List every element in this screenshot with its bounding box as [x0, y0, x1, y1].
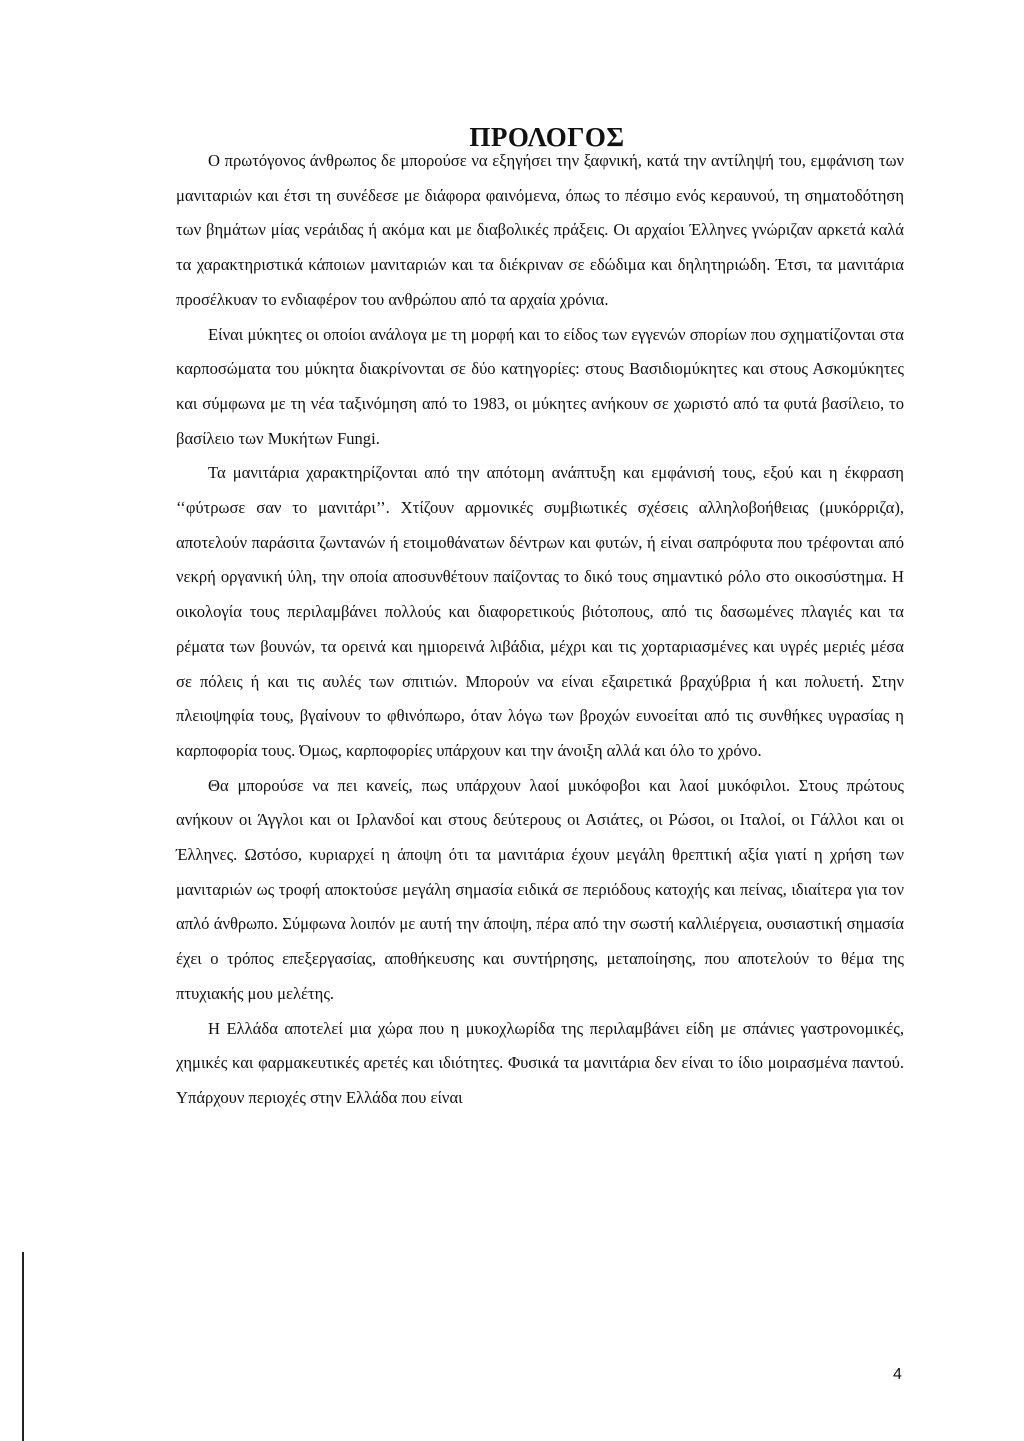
paragraph-4: Θα μπορούσε να πει κανείς, πως υπάρχουν λαοί μυκόφοβοι και λαοί μυκόφιλοι. Στους πρώτους ανήκουν οι Άγγλοι και οι Ιρλανδοί και στους δεύτερους οι Ασιάτες, οι Ρώσοι, οι Ιταλοί, οι Γάλλοι και οι Έλληνες. Ωστόσο, κυριαρχεί η άποψη ότι τα μανιτάρια έχουν μεγάλη θρεπτική αξία γιατί η χρήση των μανιταριών ως τροφή αποκτούσε μεγάλη σημασία ειδικά σε περιόδους κατοχής και πείνας, ιδιαίτερα για τον απλό άνθρωπο. Σύμφωνα λοιπόν με αυτή την άποψη, πέρα από την σωστή καλλιέργεια, ουσιαστική σημασία έχει ο τρόπος επεξεργασίας, αποθήκευσης και συντήρησης, μεταποίησης, που αποτελούν το θέμα της πτυχιακής μου μελέτης. [176, 775, 904, 1003]
page-number: 4 [893, 1366, 902, 1383]
margin-rule [22, 1252, 24, 1441]
paragraph-2: Είναι μύκητες οι οποίοι ανάλογα με τη μορφή και το είδος των εγγενών σπορίων που σχηματίζονται στα καρποσώματα του μύκητα διακρίνονται σε δύο κατηγορίες: στους Βασιδιομύκητες και στους Ασκομύκητες και σύμφωνα με τη νέα ταξινόμηση από το 1983, οι μύκητες ανήκουν σε χωριστό από τα φυτά βασίλειο, το βασίλειο των Μυκήτων Fungi. [176, 324, 904, 448]
body-text [176, 144, 904, 1116]
paragraph-5: Η Ελλάδα αποτελεί μια χώρα που η μυκοχλωρίδα της περιλαμβάνει είδη με σπάνιες γαστρονομικές, χημικές και φαρμακευτικές αρετές και ιδιότητες. Φυσικά τα μανιτάρια δεν είναι το ίδιο μοιρασμένα παντού. Υπάρχουν περιοχές στην Ελλάδα που είναι [176, 1018, 904, 1107]
paragraph-3: Τα μανιτάρια χαρακτηρίζονται από την απότομη ανάπτυξη και εμφάνισή τους, εξού και η έκφραση ‘‘φύτρωσε σαν το μανιτάρι’’. Χτίζουν αρμονικές συμβιωτικές σχέσεις αλληλοβοήθειας (μυκόρριζα), αποτελούν παράσιτα ζωντανών ή ετοιμοθάνατων δέντρων και φυτών, ή είναι σαπρόφυτα που τρέφονται από νεκρή οργανική ύλη, την οποία αποσυνθέτουν παίζοντας το δικό τους σημαντικό ρόλο στο οικοσύστημα. Η οικολογία τους περιλαμβάνει πολλούς και διαφορετικούς βιότοπους, από τις δασωμένες πλαγιές και τα ρέματα των βουνών, τα ορεινά και ημιορεινά λιβάδια, μέχρι και τις χορταριασμένες και υγρές μεριές μέσα σε πόλεις ή και τις αυλές των σπιτιών. Μπορούν να είναι εξαιρετικά βραχύβρια ή και πολυετή. Στην πλειοψηφία τους, βγαίνουν το φθινόπωρο, όταν λόγω των βροχών ευνοείται από τις συνθήκες υγρασίας η καρποφορία τους. Όμως, καρποφορίες υπάρχουν και την άνοιξη αλλά και όλο το χρόνο. [176, 463, 904, 760]
page-title: ΠΡΟΛΟΓΟΣ [469, 122, 625, 153]
paragraph-1: Ο πρωτόγονος άνθρωπος δε μπορούσε να εξηγήσει την ξαφνική, κατά την αντίληψή του, εμφάνιση των μανιταριών και έτσι τη συνέδεσε με διάφορα φαινόμενα, όπως το πέσιμο ενός κεραυνού, τη σηματοδότηση των βημάτων μίας νεράιδας ή ακόμα και με διαβολικές πράξεις. Οι αρχαίοι Έλληνες γνώριζαν αρκετά καλά τα χαρακτηριστικά κάποιων μανιταριών και τα διέκριναν σε εδώδιμα και δηλητηριώδη. Έτσι, τα μανιτάρια προσέλκυαν το ενδιαφέρον του ανθρώπου από τα αρχαία χρόνια. [176, 151, 904, 309]
